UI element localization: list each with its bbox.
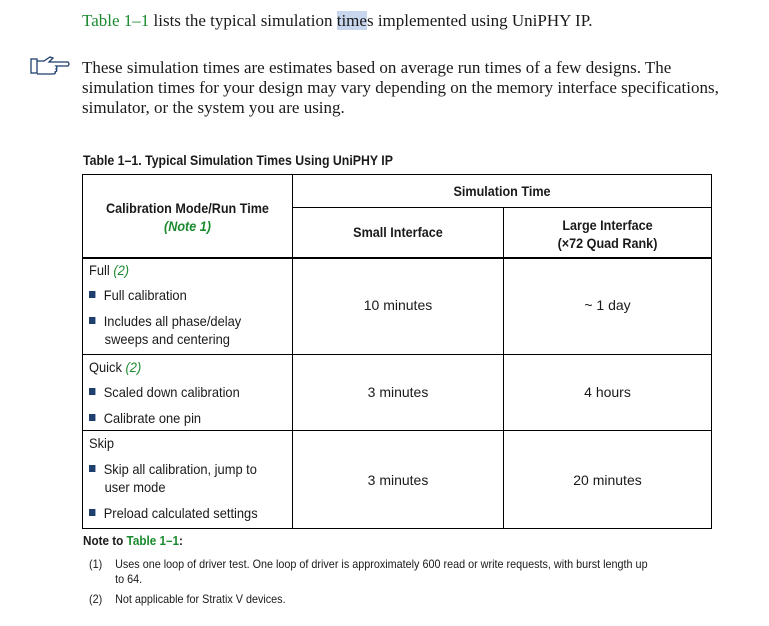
highlighted-text: time — [336, 11, 367, 30]
table-reference-link[interactable]: Table 1–1 — [82, 11, 150, 30]
row-divider — [83, 354, 711, 355]
intro-paragraph — [82, 11, 593, 31]
bullet-icon — [89, 291, 95, 298]
row-skip-large: 20 minutes — [573, 472, 642, 488]
bullet-icon — [89, 465, 95, 472]
header-large-interface: Large Interface (×72 Quad Rank) — [557, 217, 658, 251]
simulation-times-table — [82, 174, 712, 529]
table-reference-link[interactable]: Table 1–1 — [126, 533, 180, 548]
row-full-mode: Full (2) Full calibration Includes all phase/delay sweeps and centering — [89, 262, 242, 347]
row-divider — [292, 207, 711, 208]
row-skip-small: 3 minutes — [367, 472, 429, 488]
intro-text-a: lists the typical simulation — [149, 11, 337, 30]
row-full-small: 10 minutes — [363, 297, 433, 313]
footnote-2: (2) Not applicable for Stratix V devices. — [89, 592, 286, 606]
note-paragraph: These simulation times are estimates based on average run times of a few designs. The simulation times for your design may vary depending on the memory interface specifications, simulator, or the system you are using. — [82, 58, 719, 117]
header-small-interface: Small Interface — [353, 224, 443, 240]
footnote-1: (1) Uses one loop of driver test. One loop of driver is approximately 600 read or write requests, with burst length up to 64. — [89, 557, 648, 586]
bullet-icon — [89, 509, 95, 516]
row-quick-mode: Quick (2) Scaled down calibration Calibrate one pin — [89, 359, 240, 426]
row-skip-mode: Skip Skip all calibration, jump to user mode Preload calculated settings — [89, 435, 258, 521]
header-divider — [83, 257, 711, 259]
row-divider — [83, 430, 711, 431]
header-simulation-time: Simulation Time — [453, 183, 551, 199]
notes-heading: Note to Table 1–1: — [83, 533, 183, 548]
bullet-icon — [89, 414, 95, 421]
header-mode: Calibration Mode/Run Time (Note 1) — [106, 200, 269, 234]
row-quick-large: 4 hours — [584, 384, 631, 400]
bullet-icon — [89, 388, 95, 395]
row-quick-small: 3 minutes — [367, 384, 429, 400]
row-full-large: ~ 1 day — [584, 297, 631, 313]
intro-text-b: s implemented using UniPHY IP. — [366, 11, 593, 30]
bullet-icon — [89, 317, 95, 324]
pointing-hand-icon — [30, 55, 70, 77]
table-title: Table 1–1. Typical Simulation Times Using UniPHY IP — [83, 152, 393, 168]
